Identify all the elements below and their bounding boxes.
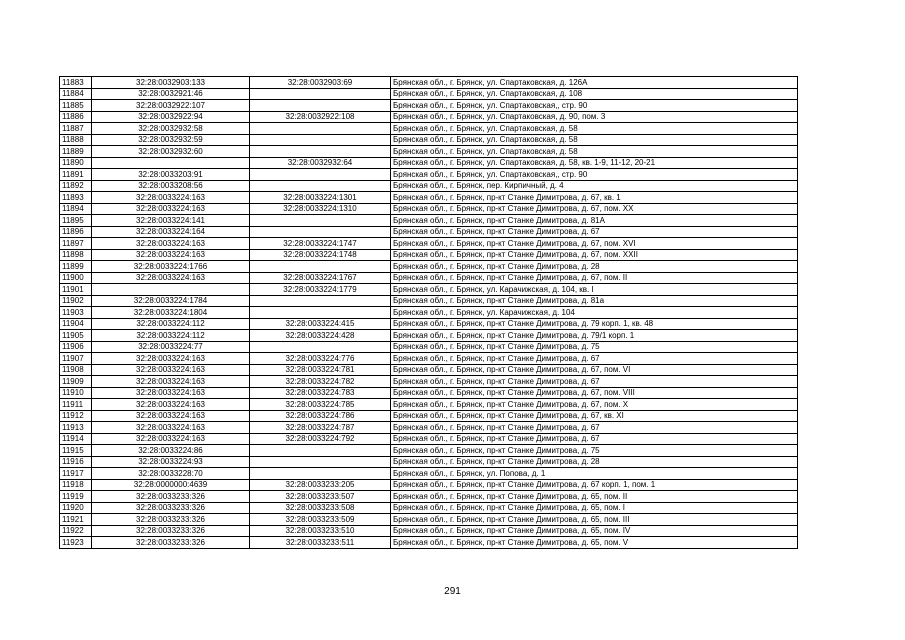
sub-cadastral-number-cell [250,468,391,480]
cadastral-number-cell: 32:28:0033233:326 [92,514,250,526]
sub-cadastral-number-cell: 32:28:0033224:415 [250,318,391,330]
address-cell: Брянская обл., г. Брянск, пр-кт Станке Димитрова, д. 81а [391,295,798,307]
row-number-cell: 11904 [60,318,92,330]
address-cell: Брянская обл., г. Брянск, пер. Кирпичный, д. 4 [391,180,798,192]
table-row [60,387,798,399]
cadastral-number-cell: 32:28:0033224:1784 [92,295,250,307]
sub-cadastral-number-cell: 32:28:0033224:782 [250,376,391,388]
address-cell: Брянская обл., г. Брянск, пр-кт Станке Димитрова, д. 67 [391,376,798,388]
address-cell: Брянская обл., г. Брянск, пр-кт Станке Димитрова, д. 79/1 корп. 1 [391,330,798,342]
sub-cadastral-number-cell: 32:28:0032903:69 [250,77,391,89]
table-row [60,341,798,353]
cadastral-number-cell: 32:28:0033224:163 [92,387,250,399]
table-row [60,422,798,434]
address-cell: Брянская обл., г. Брянск, пр-кт Станке Димитрова, д. 75 [391,341,798,353]
sub-cadastral-number-cell: 32:28:0033224:1310 [250,203,391,215]
address-cell: Брянская обл., г. Брянск, пр-кт Станке Димитрова, д. 65, пом. II [391,491,798,503]
address-cell: Брянская обл., г. Брянск, пр-кт Станке Димитрова, д. 65, пом. V [391,537,798,549]
table-row [60,134,798,146]
row-number-cell: 11917 [60,468,92,480]
row-number-cell: 11886 [60,111,92,123]
cadastral-number-cell: 32:28:0033224:163 [92,192,250,204]
table-row [60,192,798,204]
sub-cadastral-number-cell: 32:28:0033224:792 [250,433,391,445]
cadastral-number-cell: 32:28:0033224:163 [92,249,250,261]
page-number: 291 [444,586,461,597]
cadastral-number-cell: 32:28:0033224:112 [92,330,250,342]
sub-cadastral-number-cell: 32:28:0033233:511 [250,537,391,549]
row-number-cell: 11897 [60,238,92,250]
cadastral-number-cell: 32:28:0033224:77 [92,341,250,353]
address-cell: Брянская обл., г. Брянск, ул. Попова, д. 1 [391,468,798,480]
address-cell: Брянская обл., г. Брянск, ул. Спартаковская,, стр. 90 [391,169,798,181]
table-row [60,307,798,319]
cadastral-number-cell: 32:28:0032922:107 [92,100,250,112]
row-number-cell: 11890 [60,157,92,169]
table-row [60,525,798,537]
row-number-cell: 11921 [60,514,92,526]
cadastral-number-cell: 32:28:0033224:141 [92,215,250,227]
sub-cadastral-number-cell: 32:28:0033224:785 [250,399,391,411]
row-number-cell: 11896 [60,226,92,238]
address-cell: Брянская обл., г. Брянск, пр-кт Станке Димитрова, д. 67, пом. X [391,399,798,411]
sub-cadastral-number-cell [250,88,391,100]
row-number-cell: 11883 [60,77,92,89]
table-row [60,491,798,503]
row-number-cell: 11895 [60,215,92,227]
cadastral-number-cell: 32:28:0032922:94 [92,111,250,123]
sub-cadastral-number-cell: 32:28:0033233:509 [250,514,391,526]
row-number-cell: 11903 [60,307,92,319]
sub-cadastral-number-cell [250,341,391,353]
table-row [60,295,798,307]
address-cell: Брянская обл., г. Брянск, пр-кт Станке Димитрова, д. 65, пом. IV [391,525,798,537]
cadastral-number-cell: 32:28:0033224:163 [92,364,250,376]
cadastral-number-cell: 32:28:0033224:163 [92,422,250,434]
address-cell: Брянская обл., г. Брянск, пр-кт Станке Димитрова, д. 67 [391,433,798,445]
row-number-cell: 11887 [60,123,92,135]
cadastral-number-cell: 32:28:0033224:93 [92,456,250,468]
cadastral-number-cell: 32:28:0033224:86 [92,445,250,457]
table-row [60,502,798,514]
address-cell: Брянская обл., г. Брянск, пр-кт Станке Димитрова, д. 67, пом. XXII [391,249,798,261]
cadastral-number-cell: 32:28:0033224:163 [92,399,250,411]
row-number-cell: 11898 [60,249,92,261]
cadastral-number-cell: 32:28:0033233:326 [92,502,250,514]
sub-cadastral-number-cell: 32:28:0033224:1779 [250,284,391,296]
sub-cadastral-number-cell [250,180,391,192]
table-row [60,261,798,273]
cadastral-number-cell: 32:28:0033224:163 [92,203,250,215]
row-number-cell: 11920 [60,502,92,514]
row-number-cell: 11885 [60,100,92,112]
address-cell: Брянская обл., г. Брянск, ул. Спартаковская, д. 108 [391,88,798,100]
table-row [60,77,798,89]
row-number-cell: 11891 [60,169,92,181]
cadastral-number-cell: 32:28:0033224:164 [92,226,250,238]
sub-cadastral-number-cell [250,123,391,135]
table-row [60,238,798,250]
address-cell: Брянская обл., г. Брянск, ул. Спартаковская,, стр. 90 [391,100,798,112]
address-cell: Брянская обл., г. Брянск, пр-кт Станке Димитрова, д. 67, пом. XVI [391,238,798,250]
row-number-cell: 11908 [60,364,92,376]
sub-cadastral-number-cell: 32:28:0033224:428 [250,330,391,342]
sub-cadastral-number-cell [250,226,391,238]
cadastral-number-cell: 32:28:0033224:163 [92,238,250,250]
row-number-cell: 11913 [60,422,92,434]
table-row [60,272,798,284]
address-cell: Брянская обл., г. Брянск, пр-кт Станке Димитрова, д. 67 [391,422,798,434]
cadastral-number-cell [92,157,250,169]
sub-cadastral-number-cell: 32:28:0033224:1747 [250,238,391,250]
address-cell: Брянская обл., г. Брянск, пр-кт Станке Димитрова, д. 67 корп. 1, пом. 1 [391,479,798,491]
table-row [60,364,798,376]
sub-cadastral-number-cell: 32:28:0033233:205 [250,479,391,491]
cadastral-number-cell: 32:28:0033224:1766 [92,261,250,273]
sub-cadastral-number-cell: 32:28:0033233:508 [250,502,391,514]
sub-cadastral-number-cell [250,456,391,468]
table-row [60,215,798,227]
table-row [60,330,798,342]
row-number-cell: 11894 [60,203,92,215]
address-cell: Брянская обл., г. Брянск, пр-кт Станке Димитрова, д. 28 [391,261,798,273]
row-number-cell: 11909 [60,376,92,388]
cadastral-number-cell: 32:28:0032903:133 [92,77,250,89]
sub-cadastral-number-cell: 32:28:0033224:786 [250,410,391,422]
property-table [59,76,798,549]
sub-cadastral-number-cell: 32:28:0033233:510 [250,525,391,537]
address-cell: Брянская обл., г. Брянск, пр-кт Станке Димитрова, д. 65, пом. III [391,514,798,526]
cadastral-number-cell: 32:28:0032921:46 [92,88,250,100]
sub-cadastral-number-cell: 32:28:0032922:108 [250,111,391,123]
sub-cadastral-number-cell [250,261,391,273]
address-cell: Брянская обл., г. Брянск, пр-кт Станке Димитрова, д. 67, пом. VI [391,364,798,376]
address-cell: Брянская обл., г. Брянск, ул. Спартаковская, д. 126А [391,77,798,89]
table-row [60,157,798,169]
address-cell: Брянская обл., г. Брянск, пр-кт Станке Димитрова, д. 28 [391,456,798,468]
cadastral-number-cell: 32:28:0033233:326 [92,525,250,537]
table-row [60,180,798,192]
sub-cadastral-number-cell [250,445,391,457]
address-cell: Брянская обл., г. Брянск, ул. Спартаковская, д. 58 [391,134,798,146]
row-number-cell: 11899 [60,261,92,273]
row-number-cell: 11919 [60,491,92,503]
table-row [60,445,798,457]
sub-cadastral-number-cell [250,100,391,112]
address-cell: Брянская обл., г. Брянск, пр-кт Станке Димитрова, д. 67 [391,226,798,238]
row-number-cell: 11889 [60,146,92,158]
row-number-cell: 11893 [60,192,92,204]
sub-cadastral-number-cell: 32:28:0033224:787 [250,422,391,434]
table-row [60,111,798,123]
cadastral-number-cell: 32:28:0033224:1804 [92,307,250,319]
cadastral-number-cell: 32:28:0033233:326 [92,491,250,503]
sub-cadastral-number-cell [250,146,391,158]
sub-cadastral-number-cell [250,295,391,307]
table-row [60,88,798,100]
sub-cadastral-number-cell: 32:28:0033233:507 [250,491,391,503]
sub-cadastral-number-cell: 32:28:0033224:776 [250,353,391,365]
address-cell: Брянская обл., г. Брянск, пр-кт Станке Димитрова, д. 75 [391,445,798,457]
address-cell: Брянская обл., г. Брянск, пр-кт Станке Димитрова, д. 67 [391,353,798,365]
sub-cadastral-number-cell: 32:28:0033224:1767 [250,272,391,284]
cadastral-number-cell: 32:28:0033228:70 [92,468,250,480]
row-number-cell: 11905 [60,330,92,342]
row-number-cell: 11912 [60,410,92,422]
cadastral-number-cell [92,284,250,296]
sub-cadastral-number-cell: 32:28:0032932:64 [250,157,391,169]
row-number-cell: 11915 [60,445,92,457]
cadastral-number-cell: 32:28:0033208:56 [92,180,250,192]
row-number-cell: 11916 [60,456,92,468]
cadastral-number-cell: 32:28:0033224:163 [92,272,250,284]
sub-cadastral-number-cell [250,169,391,181]
row-number-cell: 11922 [60,525,92,537]
address-cell: Брянская обл., г. Брянск, пр-кт Станке Димитрова, д. 81А [391,215,798,227]
address-cell: Брянская обл., г. Брянск, ул. Спартаковская, д. 58 [391,146,798,158]
sub-cadastral-number-cell: 32:28:0033224:781 [250,364,391,376]
cadastral-number-cell: 32:28:0032932:60 [92,146,250,158]
row-number-cell: 11900 [60,272,92,284]
sub-cadastral-number-cell: 32:28:0033224:1748 [250,249,391,261]
table-row [60,123,798,135]
row-number-cell: 11907 [60,353,92,365]
table-row [60,284,798,296]
row-number-cell: 11923 [60,537,92,549]
table-row [60,353,798,365]
table-row [60,249,798,261]
row-number-cell: 11911 [60,399,92,411]
cadastral-number-cell: 32:28:0033224:163 [92,353,250,365]
row-number-cell: 11884 [60,88,92,100]
table-row [60,318,798,330]
address-cell: Брянская обл., г. Брянск, ул. Карачижская, д. 104, кв. I [391,284,798,296]
address-cell: Брянская обл., г. Брянск, ул. Карачижская, д. 104 [391,307,798,319]
row-number-cell: 11901 [60,284,92,296]
address-cell: Брянская обл., г. Брянск, пр-кт Станке Димитрова, д. 67, кв. 1 [391,192,798,204]
sub-cadastral-number-cell: 32:28:0033224:783 [250,387,391,399]
table-row [60,399,798,411]
table-row [60,456,798,468]
table-row [60,226,798,238]
row-number-cell: 11906 [60,341,92,353]
row-number-cell: 11910 [60,387,92,399]
cadastral-number-cell: 32:28:0033203:91 [92,169,250,181]
cadastral-number-cell: 32:28:0000000:4639 [92,479,250,491]
sub-cadastral-number-cell: 32:28:0033224:1301 [250,192,391,204]
address-cell: Брянская обл., г. Брянск, пр-кт Станке Димитрова, д. 79 корп. 1, кв. 48 [391,318,798,330]
cadastral-number-cell: 32:28:0032932:59 [92,134,250,146]
cadastral-number-cell: 32:28:0033224:163 [92,433,250,445]
table-row [60,479,798,491]
table-row [60,468,798,480]
address-cell: Брянская обл., г. Брянск, ул. Спартаковская, д. 58 [391,123,798,135]
address-cell: Брянская обл., г. Брянск, ул. Спартаковская, д. 58, кв. 1-9, 11-12, 20-21 [391,157,798,169]
row-number-cell: 11888 [60,134,92,146]
sub-cadastral-number-cell [250,134,391,146]
sub-cadastral-number-cell [250,307,391,319]
table-row [60,169,798,181]
sub-cadastral-number-cell [250,215,391,227]
cadastral-number-cell: 32:28:0033224:112 [92,318,250,330]
address-cell: Брянская обл., г. Брянск, пр-кт Станке Димитрова, д. 67, пом. XX [391,203,798,215]
address-cell: Брянская обл., г. Брянск, пр-кт Станке Димитрова, д. 67, кв. XI [391,410,798,422]
row-number-cell: 11914 [60,433,92,445]
table-row [60,146,798,158]
row-number-cell: 11902 [60,295,92,307]
table-body [60,77,798,549]
table-row [60,514,798,526]
address-cell: Брянская обл., г. Брянск, пр-кт Станке Димитрова, д. 67, пом. VIII [391,387,798,399]
row-number-cell: 11892 [60,180,92,192]
address-cell: Брянская обл., г. Брянск, пр-кт Станке Димитрова, д. 65, пом. I [391,502,798,514]
row-number-cell: 11918 [60,479,92,491]
cadastral-number-cell: 32:28:0033224:163 [92,410,250,422]
table-row [60,203,798,215]
table-row [60,537,798,549]
address-cell: Брянская обл., г. Брянск, пр-кт Станке Димитрова, д. 67, пом. II [391,272,798,284]
table-row [60,100,798,112]
table-row [60,433,798,445]
cadastral-number-cell: 32:28:0033224:163 [92,376,250,388]
address-cell: Брянская обл., г. Брянск, ул. Спартаковская, д. 90, пом. 3 [391,111,798,123]
cadastral-number-cell: 32:28:0032932:58 [92,123,250,135]
table-row [60,376,798,388]
cadastral-number-cell: 32:28:0033233:326 [92,537,250,549]
table-row [60,410,798,422]
